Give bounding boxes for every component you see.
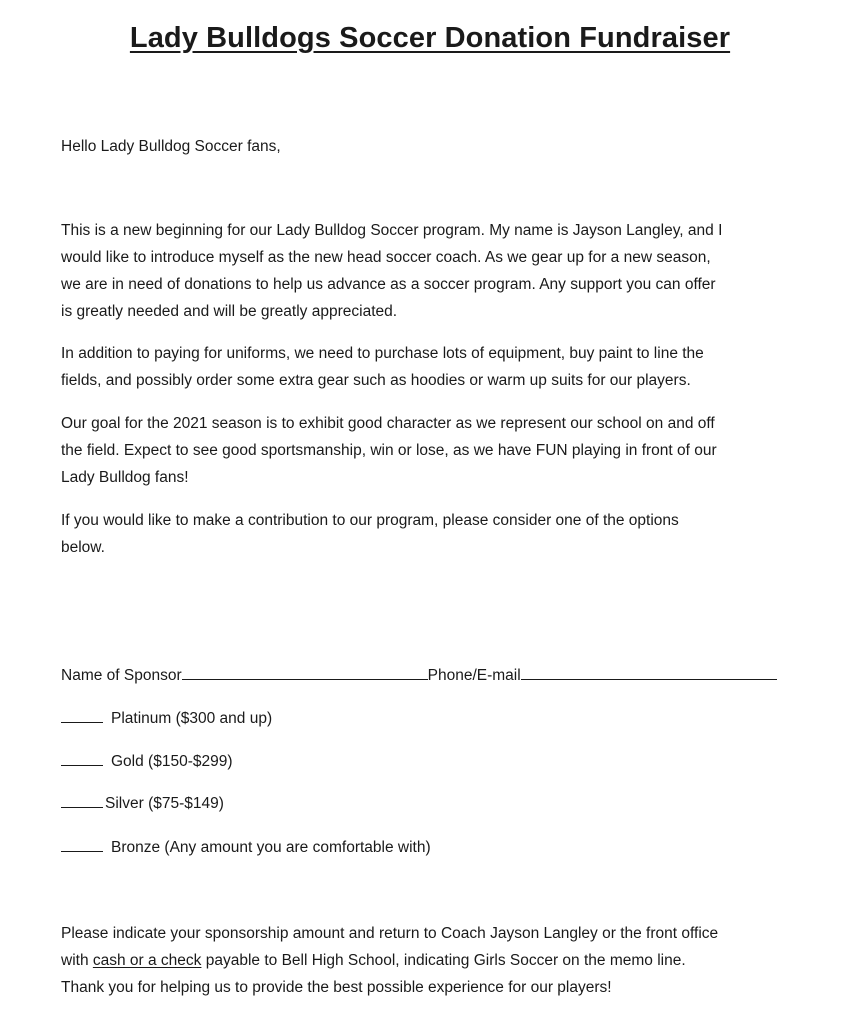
- greeting: Hello Lady Bulldog Soccer fans,: [61, 138, 281, 155]
- option-blank[interactable]: [61, 837, 103, 852]
- paragraph-line: the field. Expect to see good sportsmanship, win or lose, as we have FUN playing in front of our: [61, 442, 717, 459]
- closing-line: Please indicate your sponsorship amount and return to Coach Jayson Langley or the front office: [61, 925, 719, 942]
- paragraph-line: would like to introduce myself as the new head soccer coach. As we gear up for a new season,: [61, 249, 711, 266]
- option-blank[interactable]: [61, 793, 103, 808]
- option-blank[interactable]: [61, 708, 103, 723]
- paragraph-line: Lady Bulldog fans!: [61, 469, 189, 486]
- paragraph-line: fields, and possibly order some extra gear such as hoodies or warm up suits for our players.: [61, 372, 691, 389]
- paragraph-intro: [61, 217, 821, 325]
- closing-text: with: [61, 952, 93, 969]
- paragraph-line: If you would like to make a contribution to our program, please consider one of the options: [61, 512, 679, 529]
- closing-line: [61, 947, 821, 974]
- paragraph-line: below.: [61, 539, 105, 556]
- option-label: Bronze (Any amount you are comfortable with): [111, 839, 431, 856]
- paragraph-line: This is a new beginning for our Lady Bulldog Soccer program. My name is Jayson Langley, and I: [61, 222, 723, 239]
- page-title: Lady Bulldogs Soccer Donation Fundraiser: [129, 22, 731, 54]
- paragraph-line: Our goal for the 2021 season is to exhibit good character as we represent our school on and off: [61, 415, 715, 432]
- sponsor-name-blank[interactable]: [182, 665, 428, 680]
- closing-text: payable to Bell High School, indicating Girls Soccer on the memo line.: [201, 952, 686, 969]
- contact-label: Phone/E-mail: [427, 667, 521, 684]
- sponsor-name-label: Name of Sponsor: [61, 667, 182, 684]
- option-label: Platinum ($300 and up): [111, 710, 273, 727]
- paragraph-goal: [61, 410, 821, 491]
- paragraph-expenses: [61, 340, 821, 394]
- contact-blank[interactable]: [521, 665, 777, 680]
- option-gold: [61, 750, 233, 774]
- option-label: Gold ($150-$299): [111, 753, 233, 770]
- paragraph-line: we are in need of donations to help us advance as a soccer program. Any support you can offer: [61, 276, 716, 293]
- option-platinum: [61, 707, 272, 731]
- paragraph-line: is greatly needed and will be greatly appreciated.: [61, 303, 398, 320]
- closing-paragraph: [61, 920, 821, 1001]
- option-blank[interactable]: [61, 751, 103, 766]
- payment-method-text: cash or a check: [92, 952, 202, 969]
- option-bronze: [61, 836, 431, 860]
- sponsor-field-row: [61, 664, 777, 688]
- paragraph-line: In addition to paying for uniforms, we need to purchase lots of equipment, buy paint to line the: [61, 345, 704, 362]
- paragraph-contribution: [61, 507, 821, 561]
- option-label: Silver ($75-$149): [105, 795, 224, 812]
- option-silver: [61, 792, 224, 816]
- closing-line: Thank you for helping us to provide the best possible experience for our players!: [61, 979, 612, 996]
